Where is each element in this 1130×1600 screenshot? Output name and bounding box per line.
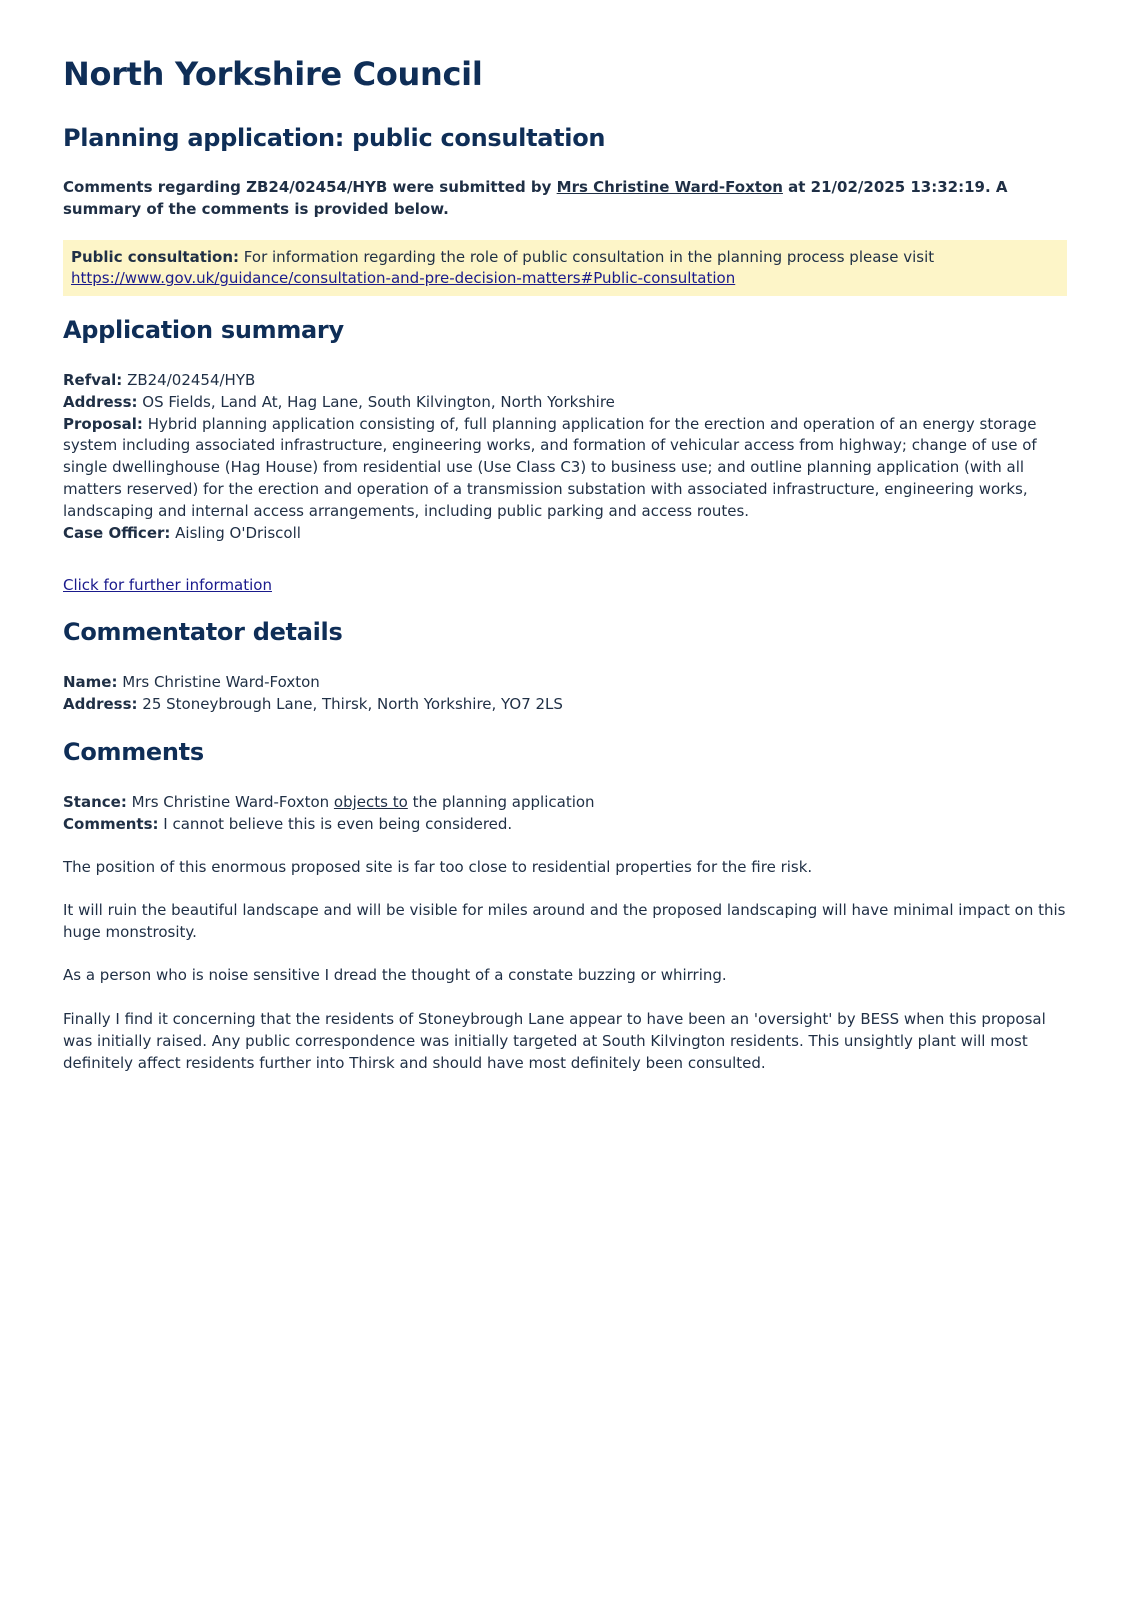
consultation-guidance-link[interactable]: https://www.gov.uk/guidance/consultation-and-pre-decision-matters#Public-consultation	[71, 269, 736, 287]
stance-suffix: the planning application	[407, 793, 595, 811]
proposal-value: Hybrid planning application consisting of, full planning application for the erection and operation of an energy storage system including associated infrastructure, engineering works, and formation of vehicular access from highway; change of use of single dwellinghouse (Hag House) from residential use (Use Class C3) to business use; and outline planning application (with all matters reserved) for the erection and operation of a transmission substation with associated infrastructure, engineering works, landscaping and internal access arrangements, including public parking and access routes.	[63, 414, 1037, 520]
case-officer-row	[63, 523, 1067, 545]
stance-row	[63, 792, 1067, 814]
comment-paragraph: As a person who is noise sensitive I dread the thought of a constate buzzing or whirring.	[63, 966, 727, 984]
stance-block	[63, 792, 1067, 836]
comment-paragraph: The position of this enormous proposed site is far too close to residential properties for the fire risk.	[63, 858, 813, 876]
intro-suffix: at 21/02/2025 13:32:19. A summary of the comments is provided below.	[63, 178, 1008, 218]
stance-value: objects to	[333, 793, 408, 811]
notice-text: For information regarding the role of public consultation in the planning process please visit	[239, 248, 935, 266]
case-officer-label: Case Officer:	[63, 523, 171, 542]
commenter-link[interactable]: Mrs Christine Ward-Foxton	[556, 178, 783, 196]
comments-first-row	[63, 814, 1067, 836]
commentator-details	[63, 672, 1067, 716]
consultation-notice	[63, 240, 1067, 296]
case-officer-value: Aisling O'Driscoll	[170, 523, 301, 542]
refval-label: Refval:	[63, 371, 123, 389]
commentator-name-value: Mrs Christine Ward-Foxton	[117, 673, 320, 691]
commentator-address-value: 25 Stoneybrough Lane, Thirsk, North Yorkshire, YO7 2LS	[137, 694, 563, 713]
council-title: North Yorkshire Council	[63, 55, 483, 93]
refval-row	[63, 370, 1067, 392]
stance-prefix: Mrs Christine Ward-Foxton	[126, 793, 334, 811]
commentator-name-row	[63, 672, 1067, 694]
address-row	[63, 392, 1067, 414]
commentator-name-label: Name:	[63, 673, 118, 691]
address-label: Address:	[63, 392, 138, 411]
commentator-address-label: Address:	[63, 694, 138, 713]
commentator-address-row	[63, 694, 1067, 716]
intro-prefix: Comments regarding ZB24/02454/HYB were submitted by	[63, 178, 557, 196]
comment-paragraph: It will ruin the beautiful landscape and will be visible for miles around and the proposed landscaping will have minimal impact on this huge monstrosity.	[63, 901, 1066, 941]
comments-label: Comments:	[63, 814, 159, 833]
notice-label: Public consultation:	[71, 248, 240, 266]
further-info-row	[63, 575, 1067, 597]
further-info-link[interactable]: Click for further information	[63, 576, 272, 594]
comments-first-line: I cannot believe this is even being considered.	[158, 814, 513, 833]
page-subtitle: Planning application: public consultation	[63, 124, 606, 152]
application-summary	[63, 370, 1067, 544]
stance-label: Stance:	[63, 793, 127, 811]
commentator-heading: Commentator details	[63, 618, 343, 646]
comments-heading: Comments	[63, 738, 204, 766]
address-value: OS Fields, Land At, Hag Lane, South Kilvington, North Yorkshire	[137, 392, 615, 411]
proposal-label: Proposal:	[63, 414, 143, 433]
proposal-row	[63, 414, 1067, 523]
submission-intro	[63, 176, 1067, 220]
refval-value: ZB24/02454/HYB	[122, 371, 256, 389]
comment-paragraph: Finally I find it concerning that the residents of Stoneybrough Lane appear to have been an 'oversight' by BESS when this proposal was initially raised. Any public correspondence was initially targeted at South Kilvington residents. This unsightly plant will most definitely affect residents further into Thirsk and should have most definitely been consulted.	[63, 1010, 1046, 1072]
application-summary-heading: Application summary	[63, 316, 344, 344]
